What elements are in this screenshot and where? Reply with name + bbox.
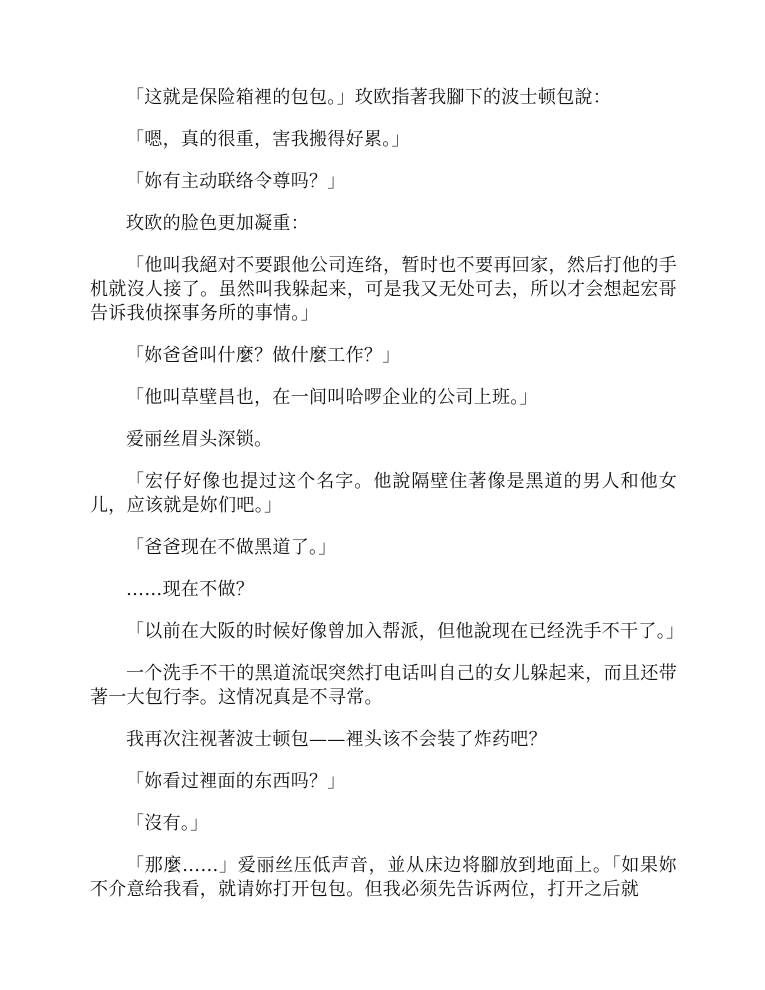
paragraph-7: 「他叫草壁昌也，在一间叫哈啰企业的公司上班。」 (126, 387, 538, 408)
paragraph-1: 「这就是保险箱裡的包包。」玫欧指著我腳下的波士顿包說： (126, 87, 612, 108)
paragraph-16: 「沒有。」 (126, 813, 209, 834)
paragraph-13: 一个洗手不干的黑道流氓突然打电话叫自己的女儿躲起来，而且还带著一大包行李。这情况真是不寻常。 (90, 663, 677, 708)
paragraph-11: ……现在不做？ (126, 579, 255, 600)
paragraph-10: 「爸爸现在不做黑道了。」 (126, 537, 337, 558)
paragraph-8: 爱丽丝眉头深锁。 (126, 429, 273, 450)
paragraph-3: 「妳有主动联络令尊吗？」 (126, 171, 346, 192)
paragraph-12: 「以前在大阪的时候好像曾加入帮派，但他說现在已经洗手不干了。」 (126, 621, 685, 642)
paragraph-2: 「嗯，真的很重，害我搬得好累。」 (126, 129, 410, 150)
paragraph-15: 「妳看过裡面的东西吗？」 (126, 771, 346, 792)
paragraph-9: 「宏仔好像也提过这个名字。他說隔壁住著像是黑道的男人和他女儿，应该就是妳们吧。」 (90, 471, 677, 516)
paragraph-5: 「他叫我絕对不要跟他公司连络，暂时也不要再回家，然后打他的手机就沒人接了。虽然叫我躲起来，可是我又无处可去，所以才会想起宏哥告诉我侦探事务所的事情。」 (90, 255, 677, 324)
paragraph-14: 我再次注视著波士顿包——裡头该不会装了炸药吧？ (126, 729, 547, 750)
paragraph-17: 「那麼……」爱丽丝压低声音，並从床边将腳放到地面上。「如果妳不介意给我看，就请妳打开包包。但我必须先告诉两位，打开之后就 (90, 855, 677, 900)
document-body (90, 86, 685, 920)
paragraph-6: 「妳爸爸叫什麼？做什麼工作？」 (126, 345, 401, 366)
paragraph-4: 玫欧的脸色更加凝重： (126, 213, 309, 234)
